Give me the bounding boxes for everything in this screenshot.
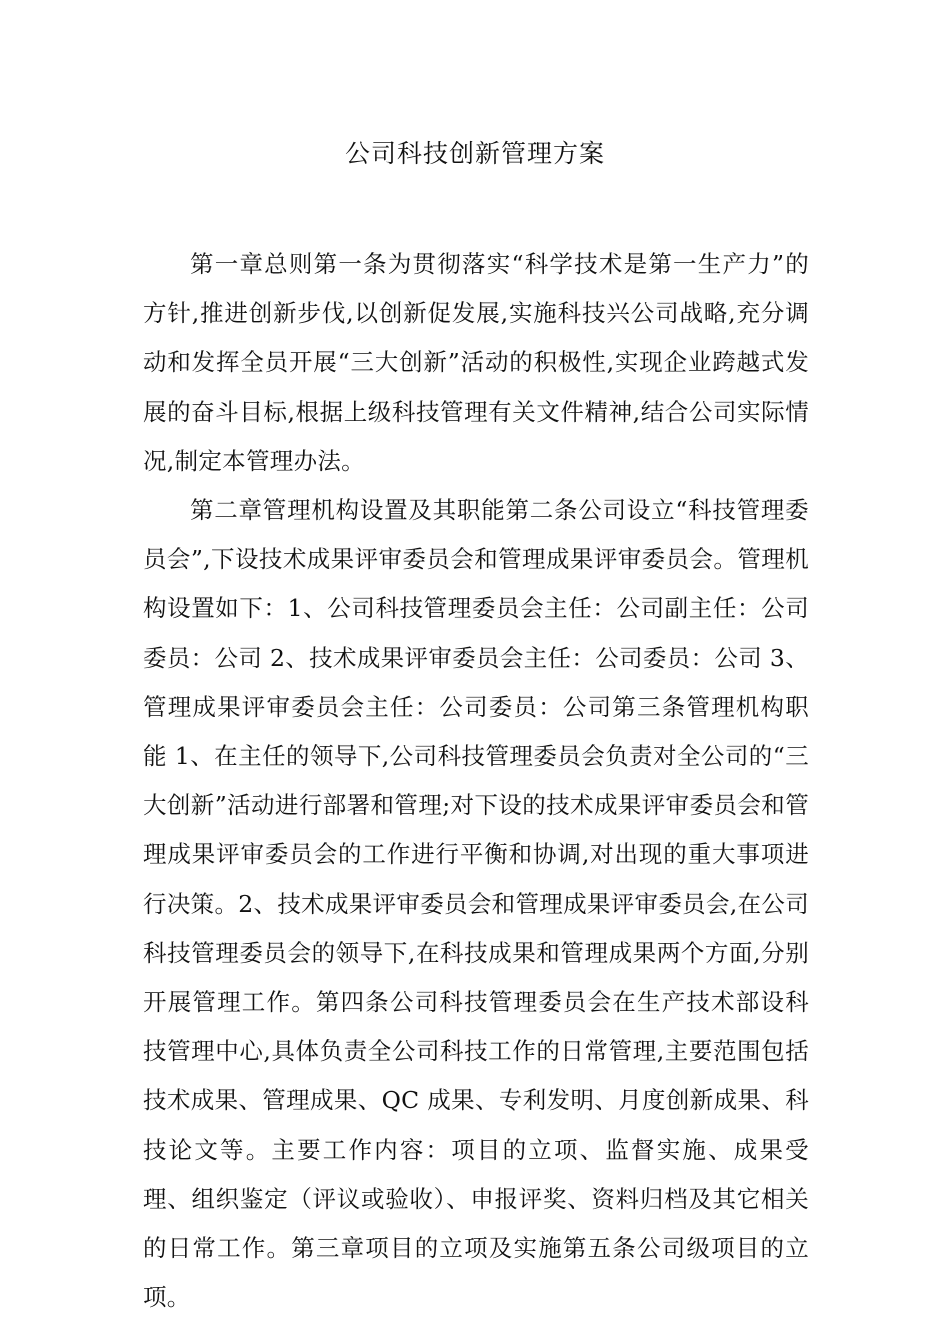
paragraph-chapter-two: 第二章管理机构设置及其职能第二条公司设立“科技管理委员会”,下设技术成果评审委员会和管理成果评审委员会。管理机构设置如下：1、公司科技管理委员会主任：公司副主任：公司委员：公司 2、技术成果评审委员会主任：公司委员：公司 3、管理成果评审委员会主任：公司委员：公司第三条管理机构职能 1、在主任的领导下,公司科技管理委员会负责对全公司的“三大创新”活动进行部署和管理;对下设的技术成果评审委员会和管理成果评审委员会的工作进行平衡和协调,对出现的重大事项进行决策。2、技术成果评审委员会和管理成果评审委员会,在公司科技管理委员会的领导下,在科技成果和管理成果两个方面,分别开展管理工作。第四条公司科技管理委员会在生产技术部设科技管理中心,具体负责全公司科技工作的日常管理,主要范围包括技术成果、管理成果、QC 成果、专利发明、月度创新成果、科技论文等。主要工作内容：项目的立项、监督实施、成果受理、组织鉴定（评议或验收）、申报评奖、资料归档及其它相关的日常工作。第三章项目的立项及实施第五条公司级项目的立项。 [143,496,809,1312]
document-title: 公司科技创新管理方案 [344,139,605,168]
document-body [143,240,809,1322]
paragraph-chapter-one: 第一章总则第一条为贯彻落实“科学技术是第一生产力”的方针,推进创新步伐,以创新促发展,实施科技兴公司战略,充分调动和发挥全员开展“三大创新”活动的积极性,实现企业跨越式发展的奋斗目标,根据上级科技管理有关文件精神,结合公司实际情况,制定本管理办法。 [143,250,809,475]
